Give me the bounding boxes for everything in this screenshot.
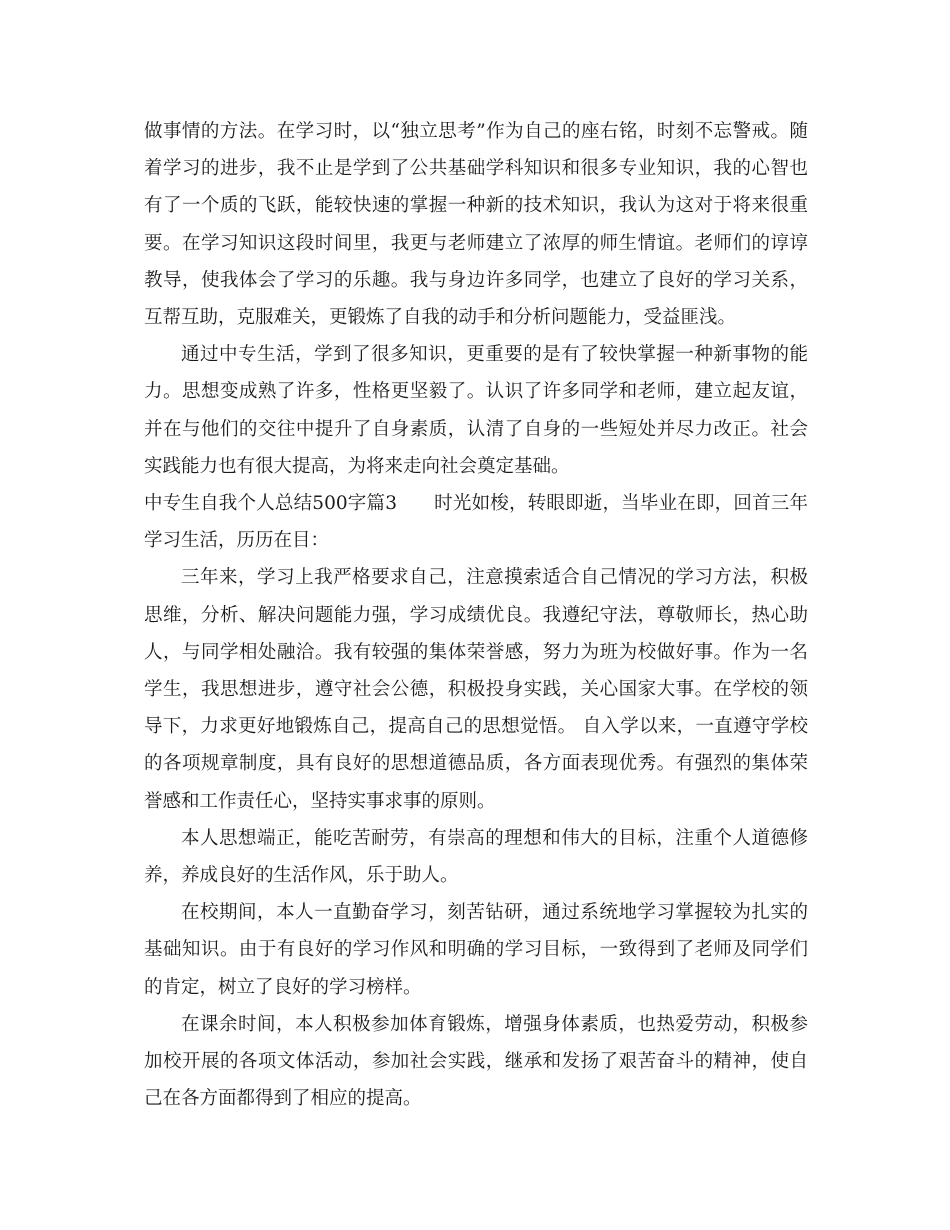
section-heading: 中专生自我个人总结500字篇3: [144, 493, 397, 515]
paragraph: 本人思想端正，能吃苦耐劳，有崇高的理想和伟大的目标，注重个人道德修养，养成良好的生活作风，乐于助人。: [144, 827, 808, 887]
paragraph: 在课余时间，本人积极参加体育锻炼，增强身体素质，也热爱劳动，积极参加校开展的各项文体活动，参加社会实践，继承和发扬了艰苦奋斗的精神，使自己在各方面都得到了相应的提高。: [144, 1013, 808, 1110]
document-body: [144, 113, 808, 1117]
paragraph: 在校期间，本人一直勤奋学习，刻苦钻研，通过系统地学习掌握较为扎实的基础知识。由于有良好的学习作风和明确的学习目标，一致得到了老师及同学们的肯定，树立了良好的学习榜样。: [144, 902, 808, 998]
paragraph: 通过中专生活，学到了很多知识，更重要的是有了较快掌握一种新事物的能力。思想变成熟了许多，性格更坚毅了。认识了许多同学和老师，建立起友谊，并在与他们的交往中提升了自身素质，认清了自身的一些短处并尽力改正。社会实践能力也有很大提高，为将来走向社会奠定基础。: [144, 344, 808, 477]
paragraph: 三年来，学习上我严格要求自己，注意摸索适合自己情况的学习方法，积极思维，分析、解决问题能力强，学习成绩优良。我遵纪守法，尊敬师长，热心助人，与同学相处融洽。我有较强的集体荣誉感，努力为班为校做好事。作为一名学生，我思想进步，遵守社会公德，积极投身实践，关心国家大事。在学校的领导下，力求更好地锻炼自己，提高自己的思想觉悟。 自入学以来，一直遵守学校的各项规章制度，具有良好的思想道德品质，各方面表现优秀。有强烈的集体荣誉感和工作责任心，坚持实事求事的原则。: [144, 567, 808, 812]
section-heading-paragraph: [144, 485, 808, 559]
paragraph: 做事情的方法。在学习时，以“独立思考”作为自己的座右铭，时刻不忘警戒。随着学习的进步，我不止是学到了公共基础学科知识和很多专业知识，我的心智也有了一个质的飞跃，能较快速的掌握一种新的技术知识，我认为这对于将来很重要。在学习知识这段时间里，我更与老师建立了浓厚的师生情谊。老师们的谆谆教导，使我体会了学习的乐趣。我与身边许多同学，也建立了良好的学习关系，互帮互助，克服难关，更锻炼了自我的动手和分析问题能力，受益匪浅。: [144, 121, 808, 329]
section-intro: 时光如梭，转眼即逝，当毕业在即，回首三年学习生活，历历在目：: [144, 493, 808, 552]
